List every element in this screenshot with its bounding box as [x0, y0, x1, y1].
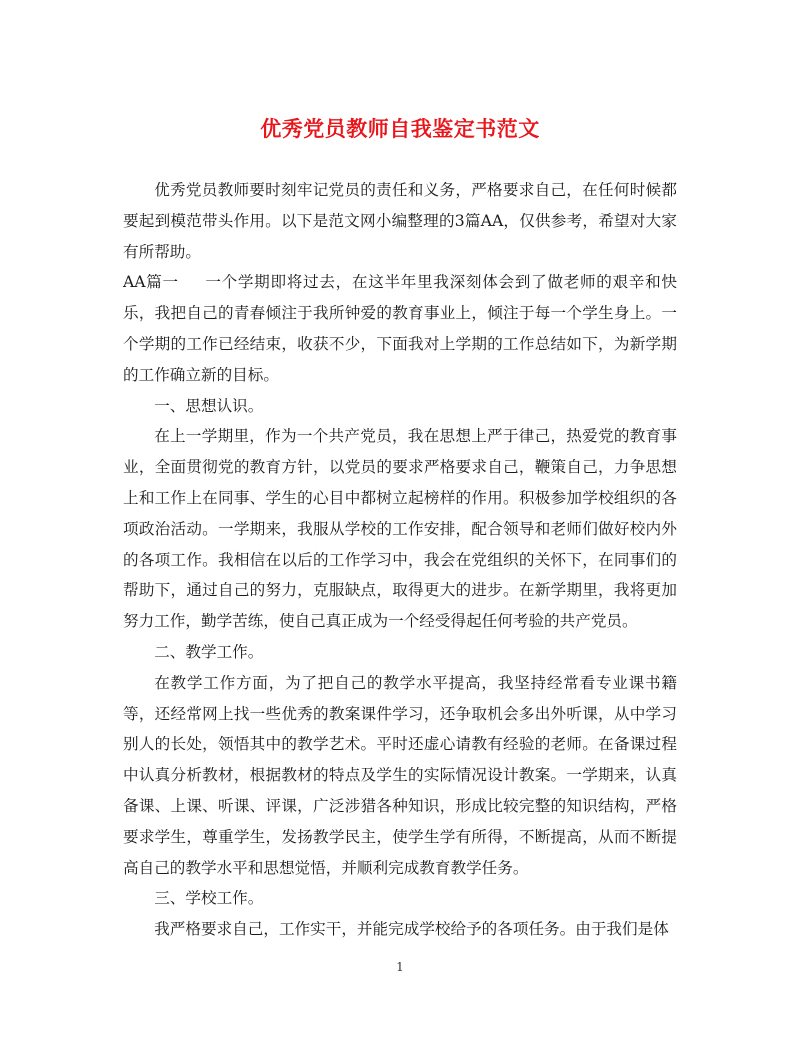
section-paragraph-3: 我严格要求自己，工作实干，并能完成学校给予的各项任务。由于我们是体: [154, 920, 669, 939]
page-number: 1: [396, 960, 404, 974]
aa-label: AA篇一: [123, 273, 179, 292]
section-paragraph-1: 在上一学期里，作为一个共产党员，我在思想上严于律己，热爱党的教育事业，全面贯彻党的教育方针，以党员的要求严格要求自己，鞭策自己，力争思想上和工作上在同事、学生的心目中都树立起榜样的作用。积极参加学校组织的各项政治活动。一学期来，我服从学校的工作安排，配合领导和老师们做好校内外的各项工作。我相信在以后的工作学习中，我会在党组织的关怀下，在同事们的帮助下，通过自己的努力，克服缺点，取得更大的进步。在新学期里，我将更加努力工作，勤学苦练，使自己真正成为一个经受得起任何考验的共产党员。: [123, 427, 677, 631]
document-body: [123, 175, 677, 945]
intro-paragraph: 优秀党员教师要时刻牢记党员的责任和义务，严格要求自己，在任何时候都要起到模范带头作用。以下是范文网小编整理的3篇AA，仅供参考，希望对大家有所帮助。: [123, 181, 677, 261]
section-paragraph-2: 在教学工作方面，为了把自己的教学水平提高，我坚持经常看专业课书籍等，还经常网上找一些优秀的教案课件学习，还争取机会多出外听课，从中学习别人的长处，领悟其中的教学艺术。平时还虚心请教有经验的老师。在备课过程中认真分析教材，根据教材的特点及学生的实际情况设计教案。一学期来，认真备课、上课、听课、评课，广泛涉猎各种知识，形成比较完整的知识结构，严格要求学生，尊重学生，发扬教学民主，使学生学有所得，不断提高，从而不断提高自己的教学水平和思想觉悟，并顺利完成教育教学任务。: [123, 673, 677, 877]
aa-paragraph: [123, 267, 677, 390]
document-title: 优秀党员教师自我鉴定书范文: [260, 116, 540, 141]
section-heading-1: 一、思想认识。: [154, 396, 264, 415]
section-heading-2: 二、教学工作。: [154, 642, 264, 661]
aa-text: 一个学期即将过去，在这半年里我深刻体会到了做老师的艰辛和快乐，我把自己的青春倾注于我所钟爱的教育事业上，倾注于每一个学生身上。一个学期的工作已经结束，收获不少，下面我对上学期的工作总结如下，为新学期的工作确立新的目标。: [123, 273, 677, 384]
section-heading-3: 三、学校工作。: [154, 889, 264, 908]
